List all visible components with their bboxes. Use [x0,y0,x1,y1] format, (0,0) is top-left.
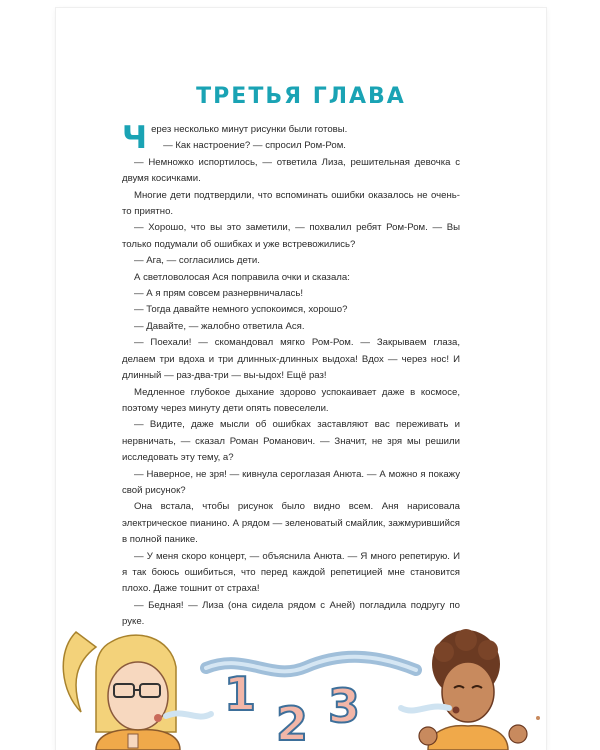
paragraph: — Тогда давайте немного успокоимся, хорошо? [134,304,348,316]
breathing-illustration [56,612,546,750]
book-page [56,8,546,750]
paragraph: — Ага, — согласились дети. [134,255,260,267]
paragraph: — А я прям совсем разнервничалась! [134,288,304,300]
boy-character [401,629,540,750]
paragraph: Она встала, чтобы рисунок было видно всем. Аня нарисовала электрическое пианино. А рядом — зеленоватый смайлик, зажмурившийся в полной панике. [122,501,460,546]
paragraph-text: ерез несколько минут рисунки были готовы. [151,124,348,135]
drop-cap: Ч [122,120,148,156]
paragraph: Многие дети подтвердили, что вспоминать ошибки оказалось не очень-то приятно. [122,189,460,218]
paragraph: — У меня скоро концерт, — объяснила Анюта. — Я много репетирую. И я так боюсь ошибиться, что перед каждой репетицией мне становится плохо. Даже тошнит от страха! [122,550,460,595]
paragraph: — Бедная! — Лиза (она сидела рядом с Аней) погладила подругу по руке. [122,599,460,628]
chapter-text [122,122,460,631]
number-two: 2 [276,697,309,750]
paragraph: А светловолосая Ася поправила очки и сказала: [134,271,350,283]
paragraph: — Как настроение? — спросил Ром-Ром. [163,140,346,152]
paragraph: — Немножко испортилось, — ответила Лиза, решительная девочка с двумя косичками. [122,156,460,185]
number-one: 1 [224,667,257,721]
paragraph: — Хорошо, что вы это заметили, — похвалил ребят Ром-Ром. — Вы только подумали об ошибках и уже встревожились? [122,222,460,250]
paragraph: — Давайте, — жалобно ответила Ася. [134,320,305,332]
paragraph: Медленное глубокое дыхание здорово успокаивает даже в космосе, поэтому через минуту дети опять повеселели. [122,386,460,414]
number-three: 3 [328,679,361,733]
paragraph: — Видите, даже мысли об ошибках заставляют вас переживать и нервничать, — сказал Роман Романович. — Значит, не зря мы решили исследовать эту тему, а? [122,419,460,464]
paragraph: — Поехали! — скомандовал мягко Ром-Ром. — Закрываем глаза, делаем три вдоха и три длинных-длинных выдоха! Вдох — через нос! И длинный — раз-два-три — вы-ыдох! Ещё раз! [122,337,460,382]
paragraph: — Наверное, не зря! — кивнула сероглазая Анюта. — А можно я покажу свой рисунок? [122,468,460,496]
chapter-title: ТРЕТЬЯ ГЛАВА [196,84,406,109]
girl-character [63,632,211,750]
